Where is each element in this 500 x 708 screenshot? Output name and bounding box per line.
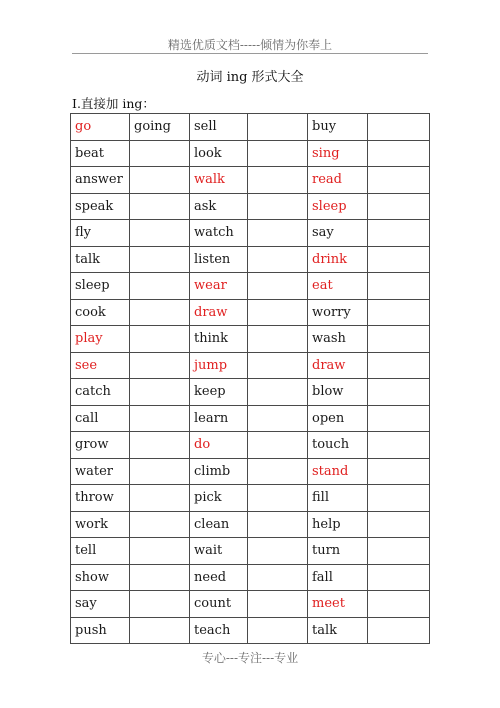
table-row [71,220,430,247]
table-cell [248,405,308,432]
table-row [71,193,430,220]
table-row [71,485,430,512]
table-cell: fly [71,220,130,247]
table-cell [130,564,190,591]
table-cell [368,140,430,167]
table-cell: pick [190,485,248,512]
table-cell: beat [71,140,130,167]
table-cell [248,326,308,353]
table-row [71,299,430,326]
table-cell: count [190,591,248,618]
table-cell [248,167,308,194]
table-cell: read [308,167,368,194]
table-cell: water [71,458,130,485]
table-cell: teach [190,617,248,644]
table-cell [130,538,190,565]
table-cell: touch [308,432,368,459]
table-row [71,273,430,300]
table-cell: look [190,140,248,167]
table-cell [368,485,430,512]
table-row [71,114,430,141]
table-cell: sing [308,140,368,167]
table-cell [368,458,430,485]
table-cell: stand [308,458,368,485]
header-divider [72,53,428,54]
table-cell [130,193,190,220]
table-cell [130,379,190,406]
table-cell: turn [308,538,368,565]
table-cell: catch [71,379,130,406]
table-cell: climb [190,458,248,485]
table-cell [368,193,430,220]
table-cell: see [71,352,130,379]
table-cell: wait [190,538,248,565]
table-row [71,538,430,565]
table-cell [130,485,190,512]
table-cell: go [71,114,130,141]
table-cell [368,273,430,300]
table-cell: open [308,405,368,432]
table-row [71,591,430,618]
table-row [71,246,430,273]
table-cell: cook [71,299,130,326]
table-cell: learn [190,405,248,432]
table-cell: talk [308,617,368,644]
table-cell [248,564,308,591]
table-cell [368,326,430,353]
table-cell: keep [190,379,248,406]
table-cell: ask [190,193,248,220]
table-row [71,140,430,167]
page-footer: 专心---专注---专业 [201,651,299,665]
table-cell [248,379,308,406]
table-cell [130,273,190,300]
table-cell: play [71,326,130,353]
table-cell: think [190,326,248,353]
table-cell: push [71,617,130,644]
table-cell: wash [308,326,368,353]
table-row [71,405,430,432]
table-cell: help [308,511,368,538]
table-cell [368,379,430,406]
table-cell [248,114,308,141]
table-row [71,458,430,485]
table-cell [130,405,190,432]
table-cell: listen [190,246,248,273]
document-title: 动词 ing 形式大全 [196,70,304,85]
table-cell [130,167,190,194]
table-cell: do [190,432,248,459]
table-cell: say [308,220,368,247]
table-cell [130,140,190,167]
table-row [71,511,430,538]
table-cell: sleep [308,193,368,220]
table-cell: jump [190,352,248,379]
table-cell [130,352,190,379]
table-row [71,352,430,379]
table-cell: wear [190,273,248,300]
table-row [71,326,430,353]
table-cell: walk [190,167,248,194]
table-cell [248,591,308,618]
table-cell [130,458,190,485]
table-cell: throw [71,485,130,512]
table-row [71,564,430,591]
table-cell [130,511,190,538]
table-cell [248,299,308,326]
table-cell: fall [308,564,368,591]
table-row [71,432,430,459]
table-cell [248,193,308,220]
table-cell: call [71,405,130,432]
table-row [71,379,430,406]
table-cell: say [71,591,130,618]
table-cell: buy [308,114,368,141]
table-cell [368,564,430,591]
table-cell [368,617,430,644]
table-cell [248,220,308,247]
table-cell [130,432,190,459]
table-cell: eat [308,273,368,300]
table-cell: draw [308,352,368,379]
table-cell: drink [308,246,368,273]
table-cell [130,299,190,326]
table-cell: need [190,564,248,591]
table-cell [368,246,430,273]
table-cell: going [130,114,190,141]
table-cell [368,591,430,618]
table-cell: tell [71,538,130,565]
table-cell [130,617,190,644]
table-cell [248,538,308,565]
table-cell: show [71,564,130,591]
page-header: 精选优质文档-----倾情为你奉上 [167,38,333,52]
table-cell [368,352,430,379]
table-cell: answer [71,167,130,194]
table-cell [368,405,430,432]
table-cell: clean [190,511,248,538]
table-cell [248,246,308,273]
table-cell [130,220,190,247]
verb-table-body [71,114,430,644]
table-cell: sell [190,114,248,141]
table-row [71,167,430,194]
table-cell: talk [71,246,130,273]
verb-table [70,113,430,644]
table-cell: meet [308,591,368,618]
table-cell [368,299,430,326]
table-cell [130,591,190,618]
table-cell [248,273,308,300]
table-cell: draw [190,299,248,326]
table-cell [368,511,430,538]
table-cell [248,432,308,459]
table-cell [368,114,430,141]
table-cell [248,617,308,644]
table-cell: worry [308,299,368,326]
table-cell [368,538,430,565]
table-cell [368,432,430,459]
table-cell: work [71,511,130,538]
table-cell [130,326,190,353]
table-cell: fill [308,485,368,512]
table-cell [248,511,308,538]
table-cell [248,352,308,379]
section-heading: Ⅰ.直接加 ing： [72,96,155,111]
table-row [71,617,430,644]
table-cell [368,167,430,194]
table-cell [248,458,308,485]
table-cell: speak [71,193,130,220]
table-cell [368,220,430,247]
table-cell [130,246,190,273]
table-cell: blow [308,379,368,406]
table-cell [248,485,308,512]
table-cell: sleep [71,273,130,300]
table-cell [248,140,308,167]
table-cell: watch [190,220,248,247]
table-cell: grow [71,432,130,459]
